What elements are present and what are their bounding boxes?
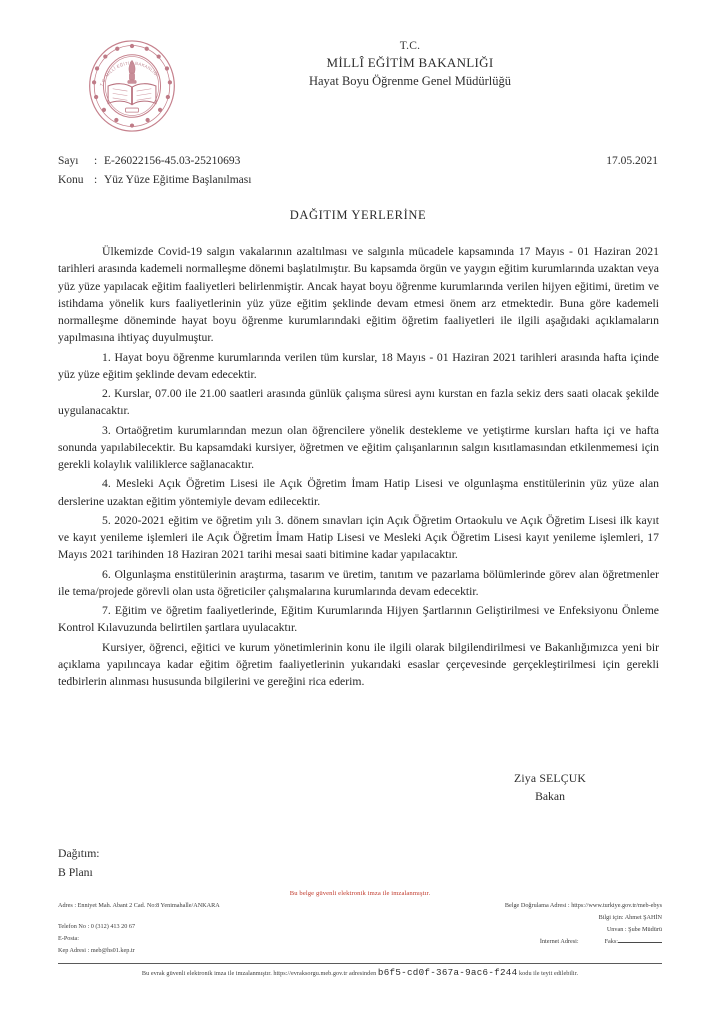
sayi-colon: :	[94, 155, 98, 167]
sayi-label: Sayı	[58, 155, 79, 167]
body-item-6: 6. Olgunlaşma enstitülerinin araştırma, tasarım ve üretim, tanıtım ve pazarlama bölümlerinde görev alan öğretmenler ile tema/projede görevli olan usta öğreticiler çalışmalarına kurumlarında devam edecektir.	[58, 567, 659, 598]
svg-text:T.C. MİLLÎ EĞİTİM BAKANLIĞI: T.C. MİLLÎ EĞİTİM BAKANLIĞI	[98, 60, 160, 87]
footer-email: E-Posta:	[58, 935, 79, 943]
body-paragraph-intro: Ülkemizde Covid-19 salgın vakalarının azaltılması ve salgınla mücadele kapsamında 17 Mayıs - 01 Haziran 2021 tarihleri arasında kademeli normalleşme dönemi başlatılmıştır. Bu kapsamda örgün ve yaygın eğitim kurumlarında uzaktan veya yüz yüze yapılacak eğitim faaliyetleri belirlenmiştir. Ancak hayat boyu öğrenme kurumlarında verilen hijyen eğitimi, üretim ve istihdama yönelik kurs faaliyetlerinin yüz yüze eğitim şeklinde devam etmesi önem arz etmektedir. Buna göre kademeli normalleşme döneminde hayat boyu öğrenme kurumlarındaki eğitim öğretim faaliyetleri ile ilgili aşağıdaki açıklamaların yapılmasına ihtiyaç duyulmuştur.	[58, 245, 659, 345]
header-line-department: Hayat Boyu Öğrenme Genel Müdürlüğü	[308, 73, 512, 88]
konu-value: Yüz Yüze Eğitime Başlanılması	[104, 173, 252, 186]
footer-contact-title: Unvan : Şube Müdürü	[606, 926, 662, 934]
body-item-2: 2. Kurslar, 07.00 ile 21.00 saatleri arasında günlük çalışma süresi aynı kurstan en fazla sekiz ders saati olacak şekilde uygulanacaktır.	[58, 387, 659, 418]
distribution-value: B Planı	[58, 865, 93, 879]
body-item-5: 5. 2020-2021 eğitim ve öğretim yılı 3. dönem sınavları için Açık Öğretim Ortaokulu ve Açık Öğretim Lisesi ilk kayıt ve kayıt yenileme işlemleri ile Açık Öğretim İmam Hatip Lisesi ve Mesleki Açık Öğretim Lisesi kayıt yenileme işlemleri, 17 Mayıs 2021 tarihinden 18 Haziran 2021 tarihi mesai saati bitimine kadar yapılacaktır.	[58, 513, 659, 562]
meta-row-sayi	[58, 152, 658, 171]
footer-verification-address[interactable]: Belge Doğrulama Adresi : https://www.turkiye.gov.tr/meb-ebys	[504, 902, 662, 909]
header-line-ministry: MİLLÎ EĞİTİM BAKANLIĞI	[326, 55, 494, 71]
body-paragraph-closing: Kursiyer, öğrenci, eğitici ve kurum yönetimlerinin konu ile ilgili olarak bilgilendirilmesi ve Bakanlığımızca yeni bir açıklama yapılıncaya kadar eğitim öğretim faaliyetlerinin yukarıdaki esaslar çerçevesinde gerçekleştirilmesi için gerekli tedbirlerin alınması hususunda bilgilerini ve gereğini rica ederim.	[58, 640, 659, 688]
document-meta-block	[58, 152, 658, 189]
footer-fax-blank	[618, 942, 662, 943]
body-item-3: 3. Ortaöğretim kurumlarından mezun olan öğrencilere yönelik destekleme ve yetiştirme kursları hafta içi ve hafta sonunda yapılabilecektir. Bu kapsamdaki kursiyer, öğretmen ve eğitim çalışanlarının salgın kısıtlamasından etkilenmemesi için gerekli kolaylık valiliklerce sağlanacaktır.	[58, 423, 659, 471]
document-body	[58, 243, 659, 692]
footer-fax-label: Faks:	[604, 938, 618, 946]
header-line-tc: T.C.	[399, 40, 421, 52]
footer-internet-address: İnternet Adresi:	[539, 938, 579, 946]
footer-contact-person: Bilgi için: Ahmet ŞAHİN	[598, 914, 662, 922]
electronic-signature-note: Bu belge güvenli elektronik imza ile imzalanmıştır.	[289, 890, 431, 897]
verification-line	[58, 967, 662, 978]
verification-prefix: Bu evrak güvenli elektronik imza ile imzalanmıştır. https://evraksorgu.meb.gov.tr adresinden	[141, 970, 377, 977]
page-title: DAĞITIM YERLERİNE	[289, 208, 427, 222]
sayi-value: E-26022156-45.03-25210693	[104, 155, 241, 167]
footer-phone: Telefon No : 0 (312) 413 20 67	[58, 923, 136, 931]
turkish-ministry-of-national-education-emblem	[86, 38, 178, 134]
ministry-header-text	[200, 38, 620, 91]
footer-kep-address: Kep Adresi : meb@hs01.kep.tr	[58, 947, 135, 955]
signatory-name: Ziya SELÇUK	[514, 772, 586, 785]
konu-colon: :	[94, 173, 98, 186]
body-item-1: 1. Hayat boyu öğrenme kurumlarında verilen tüm kurslar, 18 Mayıs - 01 Haziran 2021 tarihleri arasında hafta içinde yüz yüze eğitim şeklinde devam edecektir.	[58, 350, 659, 381]
document-header	[0, 0, 716, 120]
footer-columns	[58, 900, 662, 962]
footer-address: Adres : Enniyet Mah. Abant 2 Cad. No:8 Yenimahalle/ANKARA	[58, 902, 220, 909]
body-item-7: 7. Eğitim ve öğretim faaliyetlerinde, Eğitim Kurumlarında Hijyen Şartlarının Geliştirilmesi ve Enfeksiyonu Önleme Kontrol Kılavuzunda belirtilen şartlara uyulacaktır.	[58, 604, 659, 635]
meta-row-konu	[58, 171, 658, 190]
signatory-title: Bakan	[535, 790, 565, 804]
distribution-label: Dağıtım:	[58, 847, 100, 860]
footer-divider	[58, 963, 662, 964]
footer-fax	[605, 936, 662, 948]
distribution-block	[58, 845, 100, 882]
signature-block	[455, 770, 645, 806]
document-date: 17.05.2021	[606, 155, 658, 167]
document-footer	[58, 890, 662, 978]
footer-internet-fax-row	[372, 936, 662, 948]
konu-label: Konu	[58, 173, 84, 186]
footer-right-column	[372, 900, 662, 948]
verification-suffix: kodu ile teyit edilebilir.	[519, 970, 579, 977]
footer-left-column	[58, 900, 358, 957]
body-item-4: 4. Mesleki Açık Öğretim Lisesi ile Açık Öğretim İmam Hatip Lisesi ve olgunlaşma enstitülerinin yüz yüze alan derslerine uzaktan eğitim yöntemiyle devam edilecektir.	[58, 477, 659, 508]
footer-spacer	[58, 912, 358, 921]
verification-code: b6f5-cd0f-367a-9ac6-f244	[377, 967, 518, 978]
